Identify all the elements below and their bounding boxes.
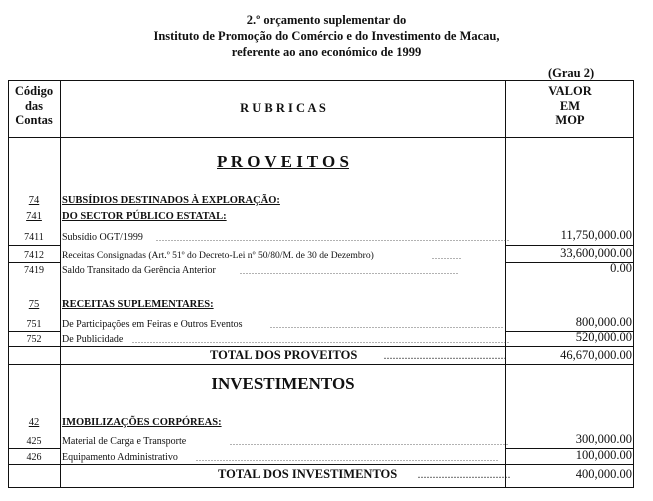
doc-title-line3: referente ao ano económico de 1999 (231, 45, 422, 59)
label-426: Equipamento Administrativo (62, 452, 178, 463)
row-rule (8, 262, 60, 263)
total-investimentos-label: TOTAL DOS INVESTIMENTOS (218, 467, 398, 481)
code-7411: 7411 (24, 232, 44, 243)
code-752: 752 (26, 334, 42, 345)
dot-leader: .......... (432, 252, 462, 261)
dot-leader: ..................................................................................................... (196, 454, 499, 463)
doc-title-line1: 2.º orçamento suplementar do (246, 13, 407, 27)
code-425: 425 (26, 436, 42, 447)
doc-title-line2: Instituto de Promoção do Comércio e do Investimento de Macau, (153, 29, 500, 43)
section-divider (8, 364, 634, 365)
divider-value-col (505, 80, 506, 488)
dot-leader: ......................................................................... (240, 267, 459, 276)
grau-label: (Grau 2) (548, 66, 595, 80)
dot-leader: ............................................................................................. (230, 438, 509, 447)
code-751: 751 (26, 319, 42, 330)
proveitos-title: P R O V E I T O S (217, 152, 349, 171)
dot-leader: .............................................................................................................................. (132, 336, 510, 345)
code-7412: 7412 (24, 250, 44, 261)
row-rule (8, 464, 634, 465)
total-proveitos-label: TOTAL DOS PROVEITOS (210, 348, 358, 362)
dot-leader: ............................... (418, 471, 511, 480)
amount-7419: 0.00 (610, 261, 632, 275)
amount-7411: 11,750,000.00 (560, 228, 632, 242)
value-col-header: VALOR EM MOP (548, 84, 592, 127)
amount-426: 100,000.00 (575, 448, 632, 462)
rubricas-header: R U B R I C A S (240, 101, 326, 115)
dot-leader: ...................................................................................................................... (156, 234, 510, 243)
divider-code-col (60, 80, 61, 488)
total-proveitos-amount: 46,670,000.00 (560, 348, 632, 362)
label-7411: Subsídio OGT/1999 (62, 232, 143, 243)
label-425: Material de Carga e Transporte (62, 436, 187, 447)
dot-leader: ......................................... (384, 352, 507, 361)
code-col-header: Código das Contas (14, 84, 54, 127)
label-7412: Receitas Consignadas (Art.º 51º do Decreto-Lei nº 50/80/M. de 30 de Dezembro) (62, 250, 374, 261)
row-rule (8, 448, 60, 449)
amount-7412: 33,600,000.00 (560, 246, 632, 260)
dot-leader: .............................................................................. (270, 321, 504, 330)
code-7419: 7419 (24, 265, 44, 276)
row-rule (8, 245, 60, 246)
amount-751: 800,000.00 (575, 315, 632, 329)
label-7419: Saldo Transitado da Gerência Anterior (62, 265, 216, 276)
label-752: De Publicidade (62, 334, 124, 345)
total-investimentos-amount: 400,000.00 (575, 467, 632, 481)
investimentos-title: INVESTIMENTOS (211, 374, 355, 393)
row-rule (8, 346, 634, 347)
amount-425: 300,000.00 (575, 432, 632, 446)
label-751: De Participações em Feiras e Outros Eventos (62, 319, 243, 330)
code-426: 426 (26, 452, 42, 463)
amount-752: 520,000.00 (575, 330, 632, 344)
row-rule (8, 331, 60, 332)
header-divider (8, 137, 634, 138)
